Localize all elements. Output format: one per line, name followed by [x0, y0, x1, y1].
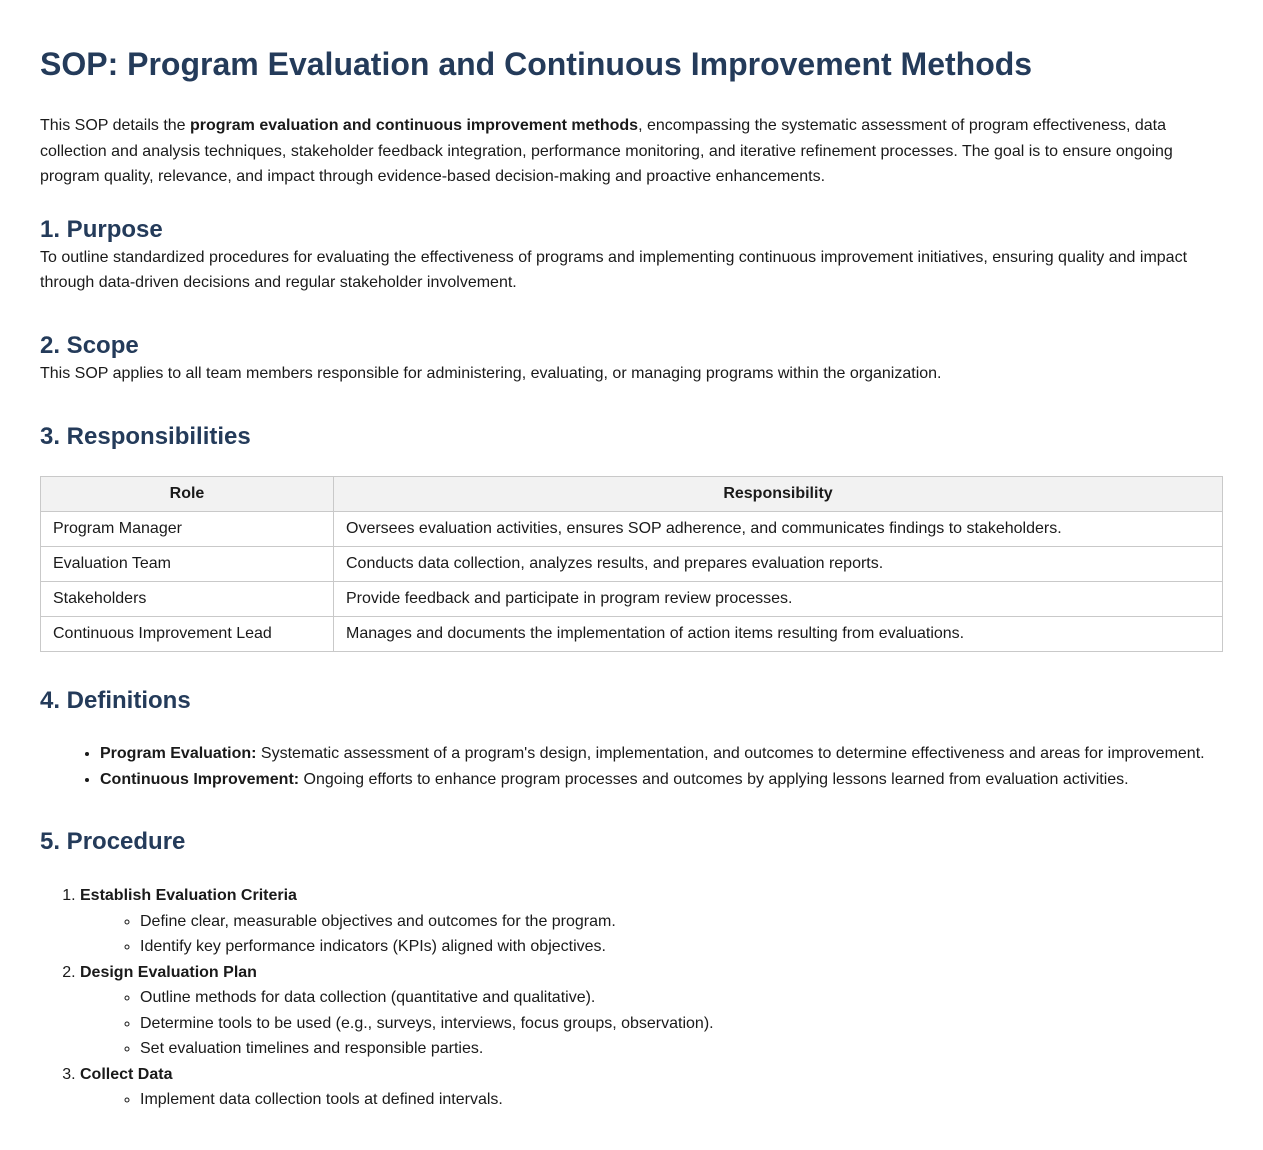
responsibility-cell: Oversees evaluation activities, ensures SOP adherence, and communicates findings to stakeholders. — [334, 512, 1223, 547]
role-cell: Program Manager — [41, 512, 334, 547]
scope-text: This SOP applies to all team members responsible for administering, evaluating, or managing programs within the organization. — [40, 364, 942, 382]
definitions-list — [40, 741, 1223, 793]
table-row — [41, 547, 1223, 582]
column-header-role: Role — [41, 477, 334, 512]
step-title: Design Evaluation Plan — [80, 963, 257, 981]
procedure-steps — [40, 883, 1223, 1113]
purpose-text: To outline standardized procedures for evaluating the effectiveness of programs and implementing continuous improvement initiatives, ensuring quality and impact through data-driven decisions and regular stakeholder involvement. — [40, 248, 1188, 291]
responsibility-cell: Conducts data collection, analyzes results, and prepares evaluation reports. — [334, 547, 1223, 582]
responsibilities-table — [40, 476, 1223, 652]
responsibility-cell: Manages and documents the implementation of action items resulting from evaluations. — [334, 617, 1223, 652]
definitions-heading: 4. Definitions — [40, 687, 191, 714]
page-title: SOP: Program Evaluation and Continuous Improvement Methods — [40, 46, 1033, 82]
definition-term: Program Evaluation: — [100, 745, 257, 762]
table-row — [41, 512, 1223, 547]
procedure-step — [80, 960, 1223, 1062]
substep-item: ◦ Outline methods for data collection (quantitative and qualitative). — [140, 985, 1223, 1011]
table-header-row — [41, 477, 1223, 512]
step-substeps — [80, 1087, 1223, 1113]
procedure-step — [80, 883, 1223, 960]
intro-paragraph — [40, 113, 1223, 190]
column-header-responsibility: Responsibility — [334, 477, 1223, 512]
intro-prefix: This SOP details the — [40, 117, 190, 134]
responsibilities-heading: 3. Responsibilities — [40, 423, 251, 450]
intro-bold: program evaluation and continuous improvement methods — [190, 117, 639, 134]
step-substeps — [80, 985, 1223, 1062]
step-title: Collect Data — [80, 1065, 173, 1083]
definition-term: Continuous Improvement: — [100, 771, 300, 788]
definition-text: Ongoing efforts to enhance program processes and outcomes by applying lessons learned from evaluation activities. — [299, 771, 1129, 788]
step-title: Establish Evaluation Criteria — [80, 887, 297, 904]
scope-heading: 2. Scope — [40, 331, 139, 359]
substep-item: ◦ Define clear, measurable objectives and outcomes for the program. — [140, 909, 1223, 935]
procedure-heading: 5. Procedure — [40, 828, 186, 855]
intro-suffix: , encompassing the systematic assessment of program effectiveness, data collection and analysis techniques, stakeholder feedback integration, performance monitoring, and iterative refinement processes. The goal is to ensure ongoing program quality, relevance, and impact through evidence-based decision-making and proactive enhancements. — [40, 117, 1173, 185]
substep-item: ◦ Implement data collection tools at defined intervals. — [140, 1087, 1223, 1113]
definition-item — [100, 741, 1223, 767]
definition-text: Systematic assessment of a program's design, implementation, and outcomes to determine effectiveness and areas for improvement. — [256, 745, 1205, 762]
substep-item: ◦ Identify key performance indicators (KPIs) aligned with objectives. — [140, 934, 1223, 960]
role-cell: Stakeholders — [41, 582, 334, 617]
table-row — [41, 617, 1223, 652]
step-substeps — [80, 909, 1223, 960]
definition-item — [100, 767, 1223, 793]
substep-item: ◦ Determine tools to be used (e.g., surveys, interviews, focus groups, observation). — [140, 1011, 1223, 1037]
responsibility-cell: Provide feedback and participate in program review processes. — [334, 582, 1223, 617]
substep-item: ◦ Set evaluation timelines and responsible parties. — [140, 1036, 1223, 1062]
table-row — [41, 582, 1223, 617]
role-cell: Continuous Improvement Lead — [41, 617, 334, 652]
procedure-step — [80, 1062, 1223, 1113]
role-cell: Evaluation Team — [41, 547, 334, 582]
purpose-heading: 1. Purpose — [40, 215, 163, 243]
